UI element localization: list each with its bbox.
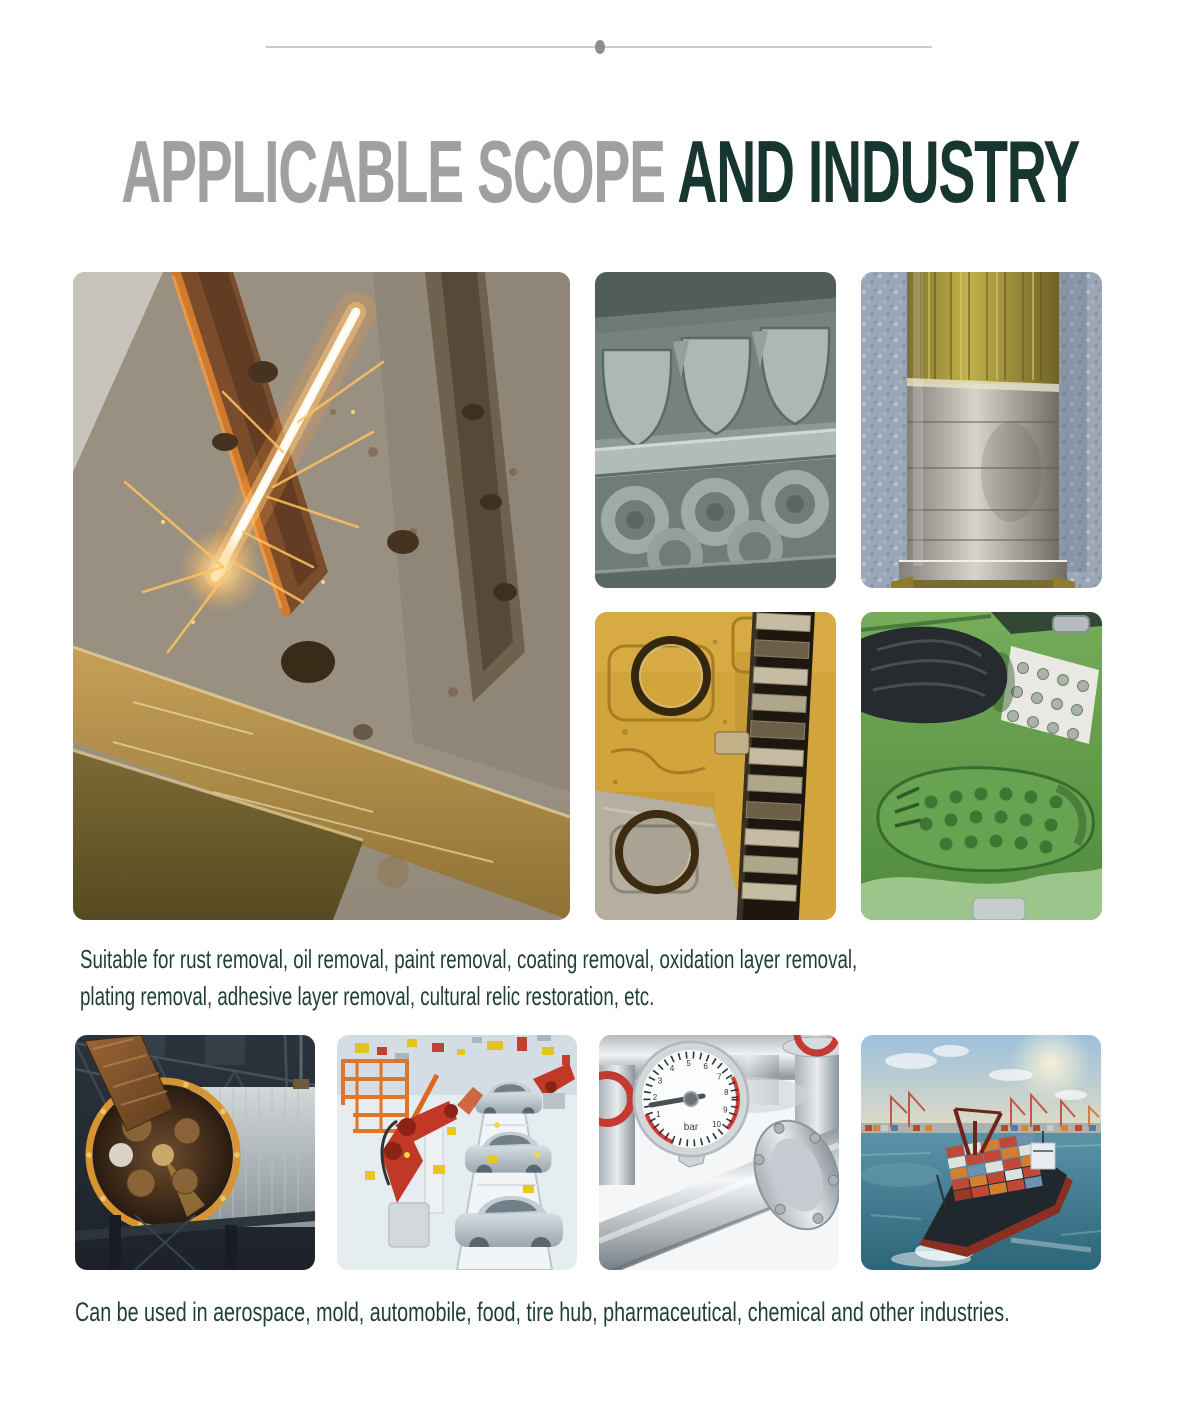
photo-mold-plate (595, 612, 836, 920)
stone-carving-scene (595, 272, 836, 588)
svg-text:1: 1 (656, 1110, 661, 1119)
svg-text:4: 4 (669, 1064, 675, 1074)
mold-clip (1053, 616, 1089, 632)
applications-photo-grid (73, 272, 1102, 920)
title-part-scope: APPLICABLE SCOPE (121, 122, 665, 221)
photo-stone-carving (595, 272, 836, 588)
silver-insert (973, 898, 1025, 920)
turbopump-dome (109, 1143, 133, 1167)
page-title (0, 122, 1200, 221)
divider-dot (595, 40, 605, 54)
cylinder-shadow (1057, 272, 1087, 572)
laser-cleaning-scene (73, 272, 570, 920)
collage-column-2 (861, 272, 1102, 920)
cylinder-scene (861, 272, 1102, 588)
svg-text:10: 10 (712, 1120, 721, 1130)
ship-scene (861, 1035, 1101, 1270)
photo-metal-cylinder (861, 272, 1102, 588)
photo-shoe-sole-mold (861, 612, 1102, 920)
industries-caption (75, 1295, 1010, 1329)
sole-cavity (878, 768, 1093, 871)
gauge-scene (599, 1035, 839, 1270)
photo-aerospace (75, 1035, 315, 1270)
collage-column-1 (595, 272, 836, 920)
photo-laser-rust-cleaning (73, 272, 570, 920)
photo-automobile-line (337, 1035, 577, 1270)
pressure-gauge-dial (634, 1042, 748, 1156)
aerospace-scene (75, 1035, 315, 1270)
svg-text:7: 7 (717, 1072, 722, 1082)
photo-container-ship (861, 1035, 1101, 1270)
mold-plate-scene (595, 612, 836, 920)
svg-text:9: 9 (723, 1105, 728, 1115)
automobile-scene (337, 1035, 577, 1270)
svg-text:2: 2 (652, 1093, 658, 1102)
svg-text:6: 6 (703, 1061, 708, 1071)
svg-text:3: 3 (657, 1076, 663, 1086)
industries-caption-line: Can be used in aerospace, mold, automobile, food, tire hub, pharmaceutical, chemical and other industries. (75, 1297, 1010, 1327)
svg-text:5: 5 (686, 1058, 691, 1068)
title-part-industry: AND INDUSTRY (677, 122, 1079, 221)
superstructure (1031, 1143, 1055, 1169)
scope-caption-line-1: Suitable for rust removal, oil removal, paint removal, coating removal, oxidation layer removal, (80, 944, 858, 974)
base-flange (899, 560, 1067, 582)
svg-text:8: 8 (724, 1088, 729, 1098)
scope-caption-line-2: plating removal, adhesive layer removal, cultural relic restoration, etc. (80, 981, 655, 1011)
industries-photo-row (75, 1035, 1101, 1270)
photo-pressure-gauge (599, 1035, 839, 1270)
shoe-sole-scene (861, 612, 1102, 920)
cylinder (891, 272, 1075, 588)
gauge-unit-label: bar (683, 1122, 699, 1133)
scope-caption (80, 941, 857, 1015)
